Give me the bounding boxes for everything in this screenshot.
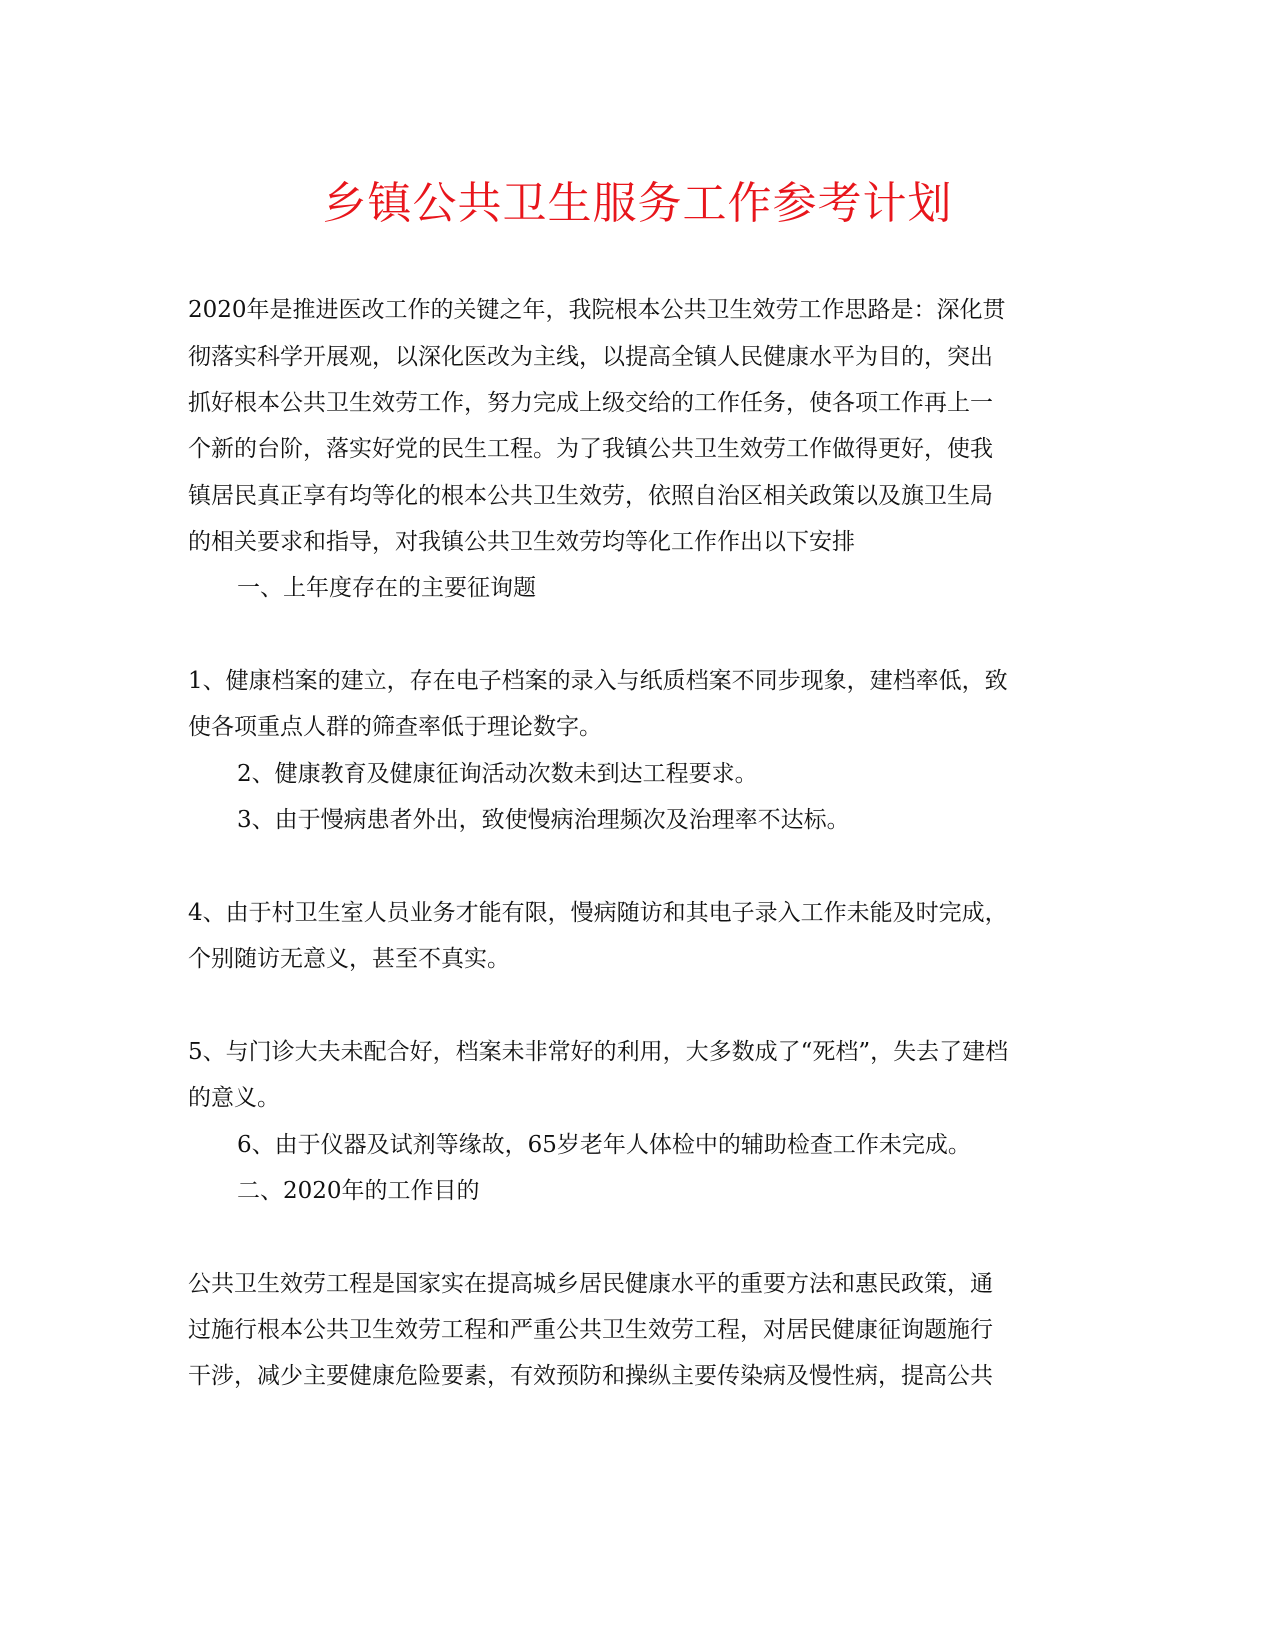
body-line: 的相关要求和指导，对我镇公共卫生效劳均等化工作作出以下安排	[188, 529, 855, 555]
section-heading: 一、上年度存在的主要征询题	[237, 575, 536, 601]
list-item: 5、与门诊大夫未配合好，档案未非常好的利用，大多数成了“死档”，失去了建档	[188, 1039, 1009, 1065]
body-line: 个新的台阶，落实好党的民生工程。为了我镇公共卫生效劳工作做得更好，使我	[188, 436, 993, 462]
document-title: 乡镇公共卫生服务工作参考计划	[322, 178, 953, 229]
list-item: 3、由于慢病患者外出，致使慢病治理频次及治理率不达标。	[237, 807, 850, 833]
body-line: 干涉，减少主要健康危险要素，有效预防和操纵主要传染病及慢性病，提高公共	[188, 1363, 993, 1389]
list-item: 1、健康档案的建立，存在电子档案的录入与纸质档案不同步现象，建档率低，致	[188, 668, 1008, 694]
body-line: 抓好根本公共卫生效劳工作，努力完成上级交给的工作任务，使各项工作再上一	[188, 390, 993, 416]
list-item: 的意义。	[188, 1085, 280, 1111]
body-line: 公共卫生效劳工程是国家实在提高城乡居民健康水平的重要方法和惠民政策，通	[188, 1271, 993, 1297]
list-item: 2、健康教育及健康征询活动次数未到达工程要求。	[237, 761, 758, 787]
section-heading: 二、2020年的工作目的	[237, 1178, 480, 1204]
body-line: 镇居民真正享有均等化的根本公共卫生效劳，依照自治区相关政策以及旗卫生局	[188, 483, 993, 509]
list-item: 6、由于仪器及试剂等缘故，65岁老年人体检中的辅助检查工作未完成。	[237, 1132, 971, 1158]
body-line: 彻落实科学开展观，以深化医改为主线，以提高全镇人民健康水平为目的，突出	[188, 344, 993, 370]
body-line: 过施行根本公共卫生效劳工程和严重公共卫生效劳工程，对居民健康征询题施行	[188, 1317, 993, 1343]
list-item: 使各项重点人群的筛查率低于理论数字。	[188, 714, 602, 740]
body-line: 2020年是推进医改工作的关键之年，我院根本公共卫生效劳工作思路是：深化贯	[188, 297, 1006, 323]
list-item: 个别随访无意义，甚至不真实。	[188, 946, 510, 972]
list-item: 4、由于村卫生室人员业务才能有限，慢病随访和其电子录入工作未能及时完成，	[188, 900, 1008, 926]
